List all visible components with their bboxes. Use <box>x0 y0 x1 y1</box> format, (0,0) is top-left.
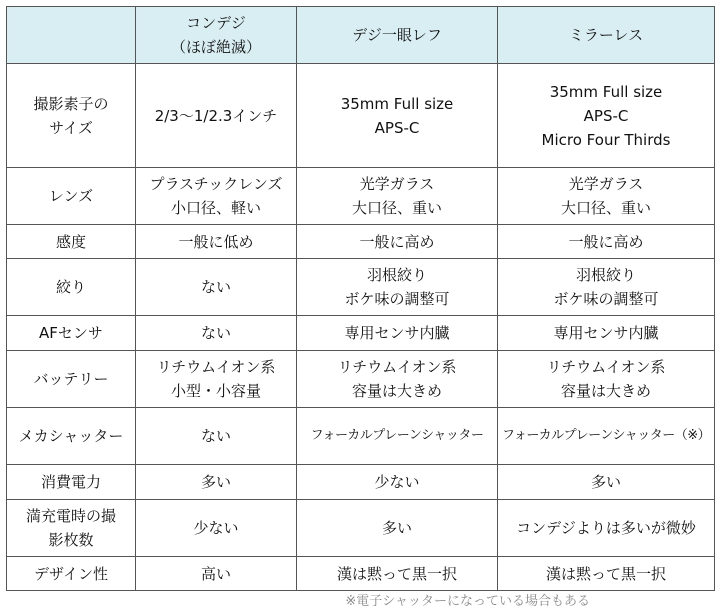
cell-mirrorless: リチウムイオン系 容量は大きめ <box>498 351 715 408</box>
table-row <box>7 557 715 591</box>
row-label: 消費電力 <box>7 465 136 500</box>
cell-compact: 少ない <box>136 500 297 557</box>
row-label: 感度 <box>7 225 136 259</box>
row-label: 絞り <box>7 259 136 316</box>
header-corner-cell <box>7 7 136 64</box>
header-compact-camera: コンデジ （ほぼ絶滅） <box>136 7 297 64</box>
cell-mirrorless: 光学ガラス 大口径、重い <box>498 168 715 225</box>
header-dslr: デジ一眼レフ <box>297 7 498 64</box>
cell-dslr: リチウムイオン系 容量は大きめ <box>297 351 498 408</box>
cell-dslr: 35mm Full size APS-C <box>297 64 498 168</box>
row-label: バッテリー <box>7 351 136 408</box>
table-row <box>7 316 715 351</box>
cell-compact: 2/3〜1/2.3インチ <box>136 64 297 168</box>
header-mirrorless: ミラーレス <box>498 7 715 64</box>
cell-mirrorless: コンデジよりは多いが微妙 <box>498 500 715 557</box>
table-row <box>7 408 715 465</box>
cell-compact: 多い <box>136 465 297 500</box>
table-row <box>7 225 715 259</box>
table-row <box>7 259 715 316</box>
cell-mirrorless: フォーカルプレーンシャッター（※） <box>498 408 715 465</box>
cell-mirrorless: 羽根絞り ボケ味の調整可 <box>498 259 715 316</box>
cell-compact: プラスチックレンズ 小口径、軽い <box>136 168 297 225</box>
cell-compact: ない <box>136 408 297 465</box>
cell-compact: 一般に低め <box>136 225 297 259</box>
table-row <box>7 168 715 225</box>
cell-dslr: フォーカルプレーンシャッター <box>297 408 498 465</box>
cell-mirrorless: 専用センサ内臓 <box>498 316 715 351</box>
cell-dslr: 漢は黙って黒一択 <box>297 557 498 591</box>
cell-compact: ない <box>136 316 297 351</box>
cell-mirrorless: 一般に高め <box>498 225 715 259</box>
cell-compact: ない <box>136 259 297 316</box>
row-label: AFセンサ <box>7 316 136 351</box>
cell-dslr: 少ない <box>297 465 498 500</box>
table-row <box>7 64 715 168</box>
cell-dslr: 一般に高め <box>297 225 498 259</box>
table-row <box>7 465 715 500</box>
cell-mirrorless: 35mm Full size APS-C Micro Four Thirds <box>498 64 715 168</box>
cell-dslr: 羽根絞り ボケ味の調整可 <box>297 259 498 316</box>
row-label: 満充電時の撮 影枚数 <box>7 500 136 557</box>
cell-dslr: 多い <box>297 500 498 557</box>
row-label: デザイン性 <box>7 557 136 591</box>
row-label: メカシャッター <box>7 408 136 465</box>
row-label: レンズ <box>7 168 136 225</box>
table-header-row <box>7 7 715 64</box>
table-row <box>7 500 715 557</box>
comparison-table <box>6 6 715 591</box>
cell-dslr: 光学ガラス 大口径、重い <box>297 168 498 225</box>
cell-compact: 高い <box>136 557 297 591</box>
cell-mirrorless: 多い <box>498 465 715 500</box>
footnote: ※電子シャッターになっている場合もある <box>345 594 590 609</box>
row-label: 撮影素子の サイズ <box>7 64 136 168</box>
table-row <box>7 351 715 408</box>
cell-dslr: 専用センサ内臓 <box>297 316 498 351</box>
cell-mirrorless: 漢は黙って黒一択 <box>498 557 715 591</box>
cell-compact: リチウムイオン系 小型・小容量 <box>136 351 297 408</box>
